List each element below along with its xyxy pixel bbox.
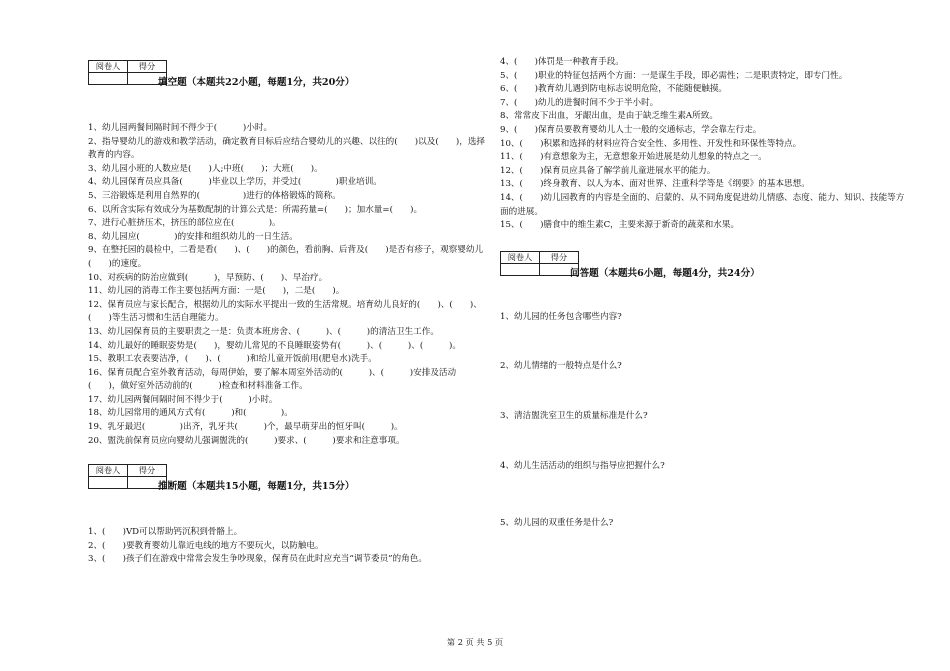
judge-question: 10、( )积累和选择的材料应符合安全性、多用性、开发性和环保性等特点。 (500, 138, 802, 149)
qa-question: 3、清洁盥洗室卫生的质量标准是什么? (500, 410, 648, 421)
right-column (500, 56, 910, 531)
fill-question: 2、指导婴幼儿的游戏和教学活动，确定教育目标后应结合婴幼儿的兴趣、以往的( )以及( )，选择教育的内容。 (88, 136, 486, 161)
judge-question: 15、( )膳食中的维生素C，主要来源于新奇的蔬菜和水果。 (500, 220, 740, 231)
fill-question-list (88, 122, 488, 448)
qa-question: 5、幼儿园的双重任务是什么? (500, 518, 614, 529)
judge-question: 5、( )职业的特征包括两个方面：一是谋生手段，即必需性；二是职责特定，即专门性。 (500, 70, 848, 81)
fill-question: 5、三浴锻炼是利用自然界的( )进行的体格锻炼的简称。 (88, 190, 341, 201)
judge-question: 8、常常皮下出血，牙龈出血，是由于缺乏维生素A所致。 (500, 111, 718, 122)
fill-question: 13、幼儿园保育员的主要职责之一是：负责本班房舍、( )、( )的清洁卫生工作。 (88, 326, 439, 337)
score-table-judge (88, 464, 167, 489)
fill-question: 14、幼儿最好的睡眠姿势是( )，婴幼儿常见的不良睡眠姿势有( )、( )、( )。 (88, 340, 461, 351)
grader-label: 阅卷人 (89, 465, 128, 477)
judge-question: 2、( )要教育婴幼儿靠近电线的地方不要玩火，以防触电。 (88, 540, 324, 551)
qa-question-list (500, 311, 910, 531)
grader-label: 阅卷人 (501, 251, 540, 263)
fill-question: 1、幼儿园两餐间隔时间不得少于( )小时。 (88, 123, 273, 133)
judge-question: 14、( )幼儿园教育的内容是全面的、启蒙的、从不同角度促进幼儿情感、态度、能力、知识、技能等方面的进展。 (500, 192, 905, 217)
judge-question-list-right (500, 56, 910, 233)
score-table-qa (500, 251, 579, 276)
judge-question: 7、( )幼儿的进餐时间不少于半小时。 (500, 97, 659, 108)
judge-section-title: 推断题（本题共15小题，每题1分，共15分） (158, 481, 355, 493)
qa-question: 2、幼儿情绪的一般特点是什么? (500, 361, 622, 372)
fill-question: 19、乳牙最迟( )出齐，乳牙共( )个，最早萌芽出的恒牙叫( )。 (88, 422, 403, 433)
judge-question: 9、( )保育员要教育婴幼儿人士一般的交通标志，学会靠左行走。 (500, 124, 762, 135)
judge-section-header (88, 460, 488, 500)
judge-question: 6、( )教育幼儿遇到防电标志说明危险，不能随便触摸。 (500, 84, 728, 95)
fill-question: 17、幼儿园两餐间隔时间不得少于( )小时。 (88, 394, 278, 405)
judge-question: 13、( )终身教育、以人为本、面对世界、注重科学等是《纲要》的基本思想。 (500, 179, 810, 190)
fill-section-title: 填空题（本题共22小题，每题1分，共20分） (158, 77, 355, 88)
fill-section-header (88, 56, 488, 96)
score-label: 得分 (128, 465, 167, 477)
page-number: 第 2 页 共 5 页 (446, 637, 504, 647)
fill-question: 4、幼儿园保育员应具备( )毕业以上学历，并受过( )职业培训。 (88, 177, 382, 188)
grader-cell (501, 263, 540, 275)
fill-question: 6、以所含实际有效成分为基数配制的计算公式是：所需药量=( )；加水量=( )。 (88, 204, 423, 215)
judge-question: 11、( )有意想象为主，无意想象开始进展是幼儿想象的特点之一。 (500, 152, 767, 163)
fill-question: 20、盥洗前保育员应向婴幼儿强调盥洗的( )要求、( )要求和注意事项。 (88, 435, 405, 446)
qa-section-header (500, 247, 910, 287)
fill-question: 12、保育员应与家长配合，根据幼儿的实际水平提出一致的生活常规。培育幼儿良好的( )、( )、( )等生活习惯和生活自理能力。 (88, 299, 482, 324)
left-column (88, 56, 488, 567)
grader-cell (89, 73, 128, 85)
score-table-fill (88, 60, 167, 85)
fill-question: 15、教职工农表要洁净，( )、( )和给儿童开饭前用(肥皂水)洗手。 (88, 354, 377, 365)
grader-cell (89, 477, 128, 489)
grader-label: 阅卷人 (89, 61, 128, 73)
judge-question-list-left (88, 526, 488, 567)
judge-question: 3、( )孩子们在游戏中常常会发生争吵现象，保育员在此时应充当“调节委员”的角色。 (88, 554, 427, 565)
judge-question: 12、( )保育员应具备了解学前儿童进展水平的能力。 (500, 165, 716, 176)
score-label: 得分 (540, 251, 579, 263)
fill-question: 11、幼儿园的消毒工作主要包括两方面：一是( )，二是( )。 (88, 286, 345, 297)
fill-question: 18、幼儿园常用的通风方式有( )和( )。 (88, 408, 293, 419)
fill-question: 8、幼儿园应( )的安排和组织幼儿的一日生活。 (88, 231, 298, 242)
judge-question: 4、( )体罚是一种教育手段。 (500, 57, 624, 67)
score-label: 得分 (128, 61, 167, 73)
qa-question: 4、幼儿生活活动的组织与指导应把握什么? (500, 460, 665, 471)
qa-section-title: 问答题（本题共6小题，每题4分，共24分） (570, 267, 760, 279)
fill-question: 9、在整托园的晨检中，二看是看( )、( )的颜色，看前胸、后背及( )是否有疹子，观察婴幼儿( )的速度。 (88, 245, 484, 269)
fill-question: 10、对疾病的防治应做到( )，早预防、( )、早治疗。 (88, 272, 328, 283)
judge-question: 1、( )VD可以帮助钙沉积到骨骼上。 (88, 527, 243, 538)
fill-question: 16、保育员配合室外教育活动，每周伊始，要了解本周室外活动的( )、( )安排及活动( )，做好室外活动前的( )检查和材料准备工作。 (88, 367, 457, 392)
qa-question: 1、幼儿园的任务包含哪些内容? (500, 311, 622, 322)
fill-question: 7、进行心脏挤压术，挤压的部位应在( )。 (88, 218, 281, 229)
fill-question: 3、幼儿园小班的人数应是( )人;中班( )；大班( )。 (88, 163, 323, 174)
